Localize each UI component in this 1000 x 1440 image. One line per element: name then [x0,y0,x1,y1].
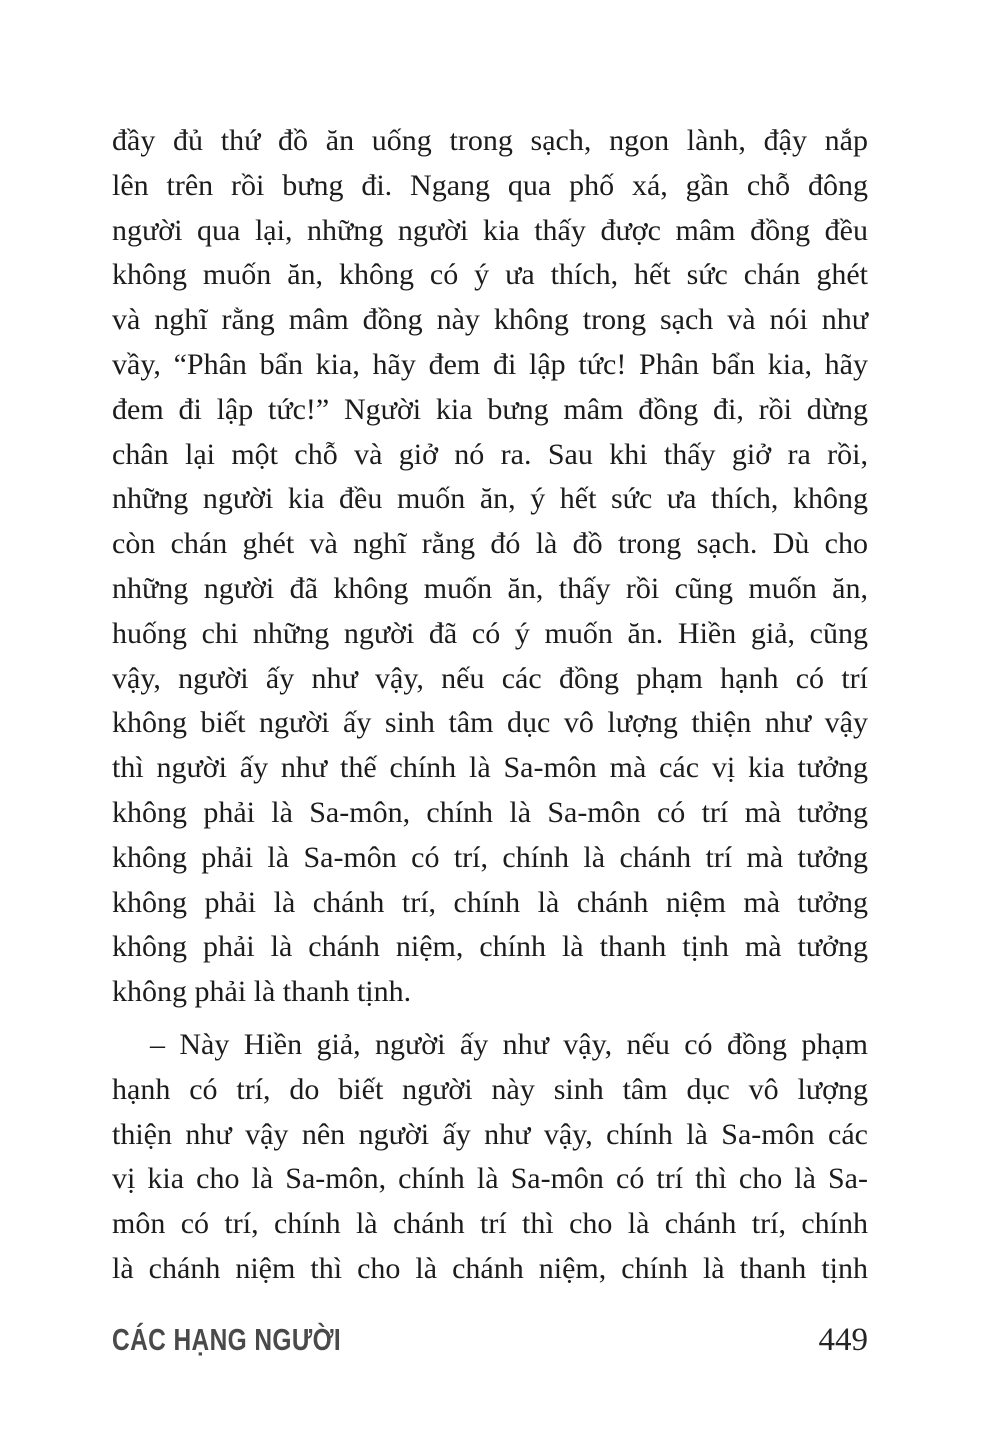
running-title: CÁC HẠNG NGƯỜI [112,1322,342,1357]
text-line: chân lại một chỗ và giở nó ra. Sau khi thấy giở ra rồi, [112,437,868,471]
text-line: những người kia đều muốn ăn, ý hết sức ưa thích, không [112,482,868,516]
text-line: vầy, “Phân bẩn kia, hãy đem đi lập tức! Phân bẩn kia, hãy [112,347,868,381]
text-line: và nghĩ rằng mâm đồng này không trong sạch và nói như [112,303,868,337]
paragraph-continuation [112,119,868,1015]
text-line: thiện như vậy nên người ấy như vậy, chính là Sa-môn các [112,1117,868,1151]
text-line: đầy đủ thứ đồ ăn uống trong sạch, ngon lành, đậy nắp [112,124,868,157]
text-line: là chánh niệm thì cho là chánh niệm, chính là thanh tịnh [112,1251,868,1285]
paragraph-dialogue [112,1023,868,1292]
text-line: người qua lại, những người kia thấy được mâm đồng đều [112,213,868,247]
text-line: đem đi lập tức!” Người kia bưng mâm đồng đi, rồi dừng [112,392,868,426]
text-line: không phải là chánh trí, chính là chánh niệm mà tưởng [112,885,868,919]
text-line: lên trên rồi bưng đi. Ngang qua phố xá, gần chỗ đông [112,168,868,202]
text-line: môn có trí, chính là chánh trí thì cho là chánh trí, chính [112,1207,868,1241]
text-line: những người đã không muốn ăn, thấy rồi cũng muốn ăn, [112,571,868,605]
text-line: không biết người ấy sinh tâm dục vô lượng thiện như vậy [112,706,868,740]
text-line: vị kia cho là Sa-môn, chính là Sa-môn có trí thì cho là Sa- [112,1162,868,1196]
text-line: – Này Hiền giả, người ấy như vậy, nếu có đồng phạm [150,1027,868,1061]
text-line: không phải là Sa-môn, chính là Sa-môn có trí mà tưởng [112,795,868,829]
body-text [112,119,868,1292]
page-footer [112,1322,868,1359]
text-line: thì người ấy như thế chính là Sa-môn mà các vị kia tưởng [112,751,868,785]
text-line: huống chi những người đã có ý muốn ăn. Hiền giả, cũng [112,616,868,650]
text-line: không phải là Sa-môn có trí, chính là chánh trí mà tưởng [112,840,868,874]
page-number: 449 [818,1322,868,1358]
text-line: không phải là chánh niệm, chính là thanh tịnh mà tưởng [112,930,868,964]
text-line: còn chán ghét và nghĩ rằng đó là đồ trong sạch. Dù cho [112,527,868,561]
text-line: vậy, người ấy như vậy, nếu các đồng phạm hạnh có trí [112,661,868,695]
text-line: hạnh có trí, do biết người này sinh tâm dục vô lượng [112,1072,868,1106]
text-line: không muốn ăn, không có ý ưa thích, hết sức chán ghét [112,258,868,292]
text-line: không phải là thanh tịnh. [112,975,412,1009]
